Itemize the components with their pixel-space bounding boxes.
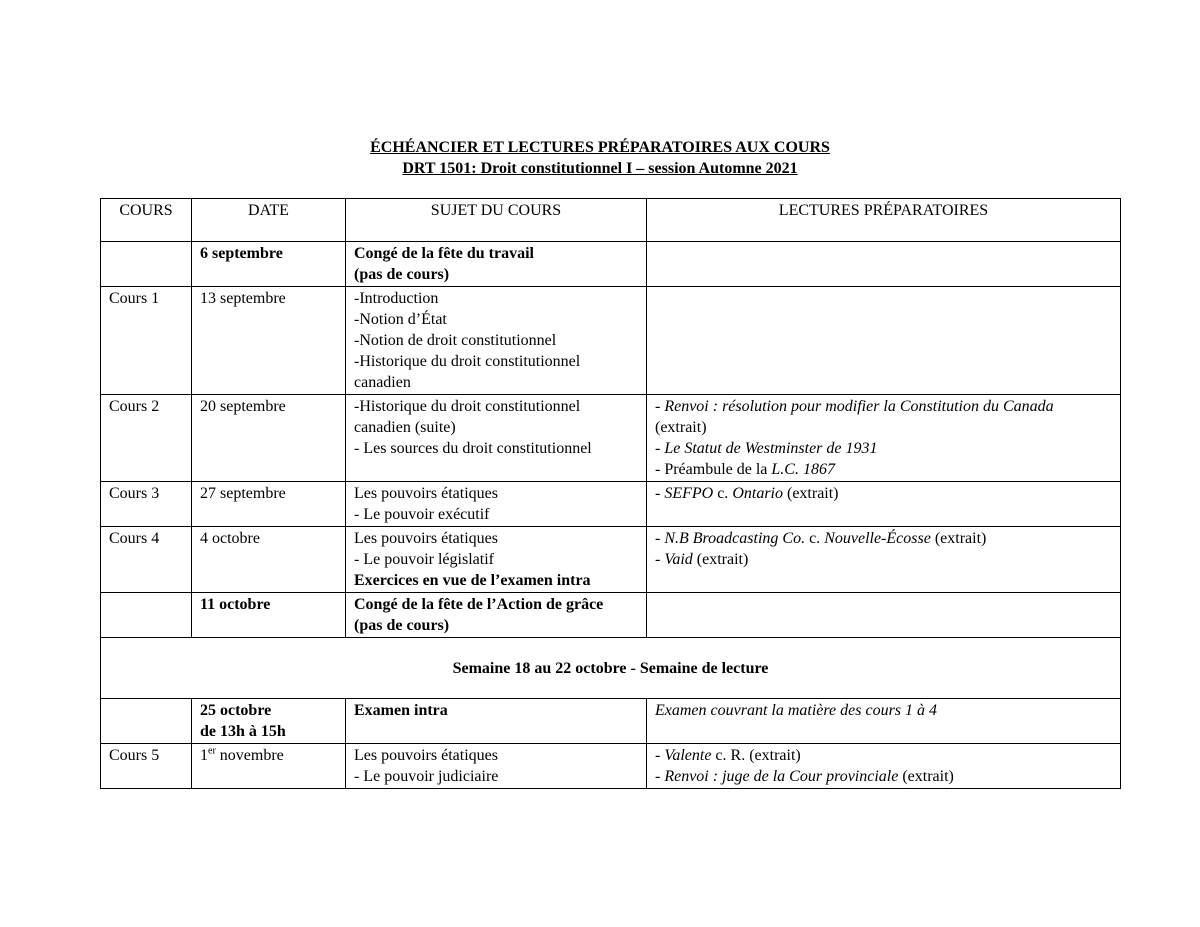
header-sujet: SUJET DU COURS (346, 199, 647, 242)
table-row (101, 242, 1121, 287)
sujet-line: Les pouvoirs étatiques (354, 485, 498, 502)
cell-lectures (647, 395, 1121, 482)
cell-sujet (346, 482, 647, 527)
sujet-line: -Historique du droit constitutionnel (354, 353, 581, 370)
schedule-table (100, 198, 1121, 789)
reading-item: - SEFPO c. Ontario (extrait) (655, 485, 839, 502)
cell-sujet (346, 593, 647, 638)
cell-date: 27 septembre (192, 482, 346, 527)
table-row (101, 482, 1121, 527)
header-cours: COURS (101, 199, 192, 242)
reading-item-cont: (extrait) (655, 419, 707, 436)
document-subtitle: DRT 1501: Droit constitutionnel I – session Automne 2021 (402, 160, 798, 177)
sujet-line: Les pouvoirs étatiques (354, 530, 498, 547)
reading-item: - Valente c. R. (extrait) (655, 747, 801, 764)
sujet-line: (pas de cours) (354, 617, 450, 634)
table-row (101, 699, 1121, 744)
cell-cours: Cours 2 (101, 395, 192, 482)
cell-cours (101, 699, 192, 744)
date-line: 25 octobre (200, 702, 272, 719)
sujet-line: -Notion d’État (354, 311, 447, 328)
sujet-line: -Historique du droit constitutionnel (354, 398, 581, 415)
cell-lectures (647, 593, 1121, 638)
cell-lectures (647, 242, 1121, 287)
sujet-line: canadien (suite) (354, 419, 456, 436)
sujet-line: - Le pouvoir exécutif (354, 506, 490, 523)
table-row (101, 593, 1121, 638)
cell-lectures (647, 527, 1121, 593)
reading-item: - N.B Broadcasting Co. c. Nouvelle-Écosse (extrait) (655, 530, 987, 547)
date-line: de 13h à 15h (200, 723, 286, 740)
document-header (0, 137, 1200, 179)
table-row (101, 527, 1121, 593)
reading-item: - Renvoi : juge de la Cour provinciale (extrait) (655, 768, 954, 785)
cell-sujet (346, 395, 647, 482)
sujet-line: (pas de cours) (354, 266, 450, 283)
sujet-line: - Les sources du droit constitutionnel (354, 440, 592, 457)
reading-item: - Préambule de la L.C. 1867 (655, 461, 835, 478)
sujet-line: - Le pouvoir judiciaire (354, 768, 499, 785)
sujet-line: - Le pouvoir législatif (354, 551, 494, 568)
sujet-line: -Introduction (354, 290, 439, 307)
cell-date: 6 septembre (192, 242, 346, 287)
header-date: DATE (192, 199, 346, 242)
cell-sujet (346, 242, 647, 287)
cell-lectures: Examen couvrant la matière des cours 1 à 4 (647, 699, 1121, 744)
cell-date: 4 octobre (192, 527, 346, 593)
sujet-line: Les pouvoirs étatiques (354, 747, 498, 764)
cell-sujet (346, 287, 647, 395)
table-row-reading-week (101, 638, 1121, 699)
cell-lectures (647, 744, 1121, 789)
header-lectures: LECTURES PRÉPARATOIRES (647, 199, 1121, 242)
cell-lectures (647, 482, 1121, 527)
reading-week-cell: Semaine 18 au 22 octobre - Semaine de lecture (101, 638, 1121, 699)
cell-date (192, 699, 346, 744)
reading-item: - Renvoi : résolution pour modifier la Constitution du Canada (655, 398, 1054, 415)
table-row (101, 395, 1121, 482)
cell-lectures (647, 287, 1121, 395)
cell-date: 1er novembre (192, 744, 346, 789)
sujet-line: -Notion de droit constitutionnel (354, 332, 557, 349)
cell-cours: Cours 5 (101, 744, 192, 789)
cell-cours: Cours 3 (101, 482, 192, 527)
cell-sujet (346, 744, 647, 789)
cell-cours (101, 242, 192, 287)
cell-cours (101, 593, 192, 638)
sujet-line-bold: Exercices en vue de l’examen intra (354, 572, 591, 589)
cell-date: 13 septembre (192, 287, 346, 395)
table-header-row (101, 199, 1121, 242)
reading-item: - Vaid (extrait) (655, 551, 749, 568)
cell-cours: Cours 4 (101, 527, 192, 593)
sujet-line: Congé de la fête du travail (354, 245, 534, 262)
sujet-line: canadien (354, 374, 411, 391)
reading-item: - Le Statut de Westminster de 1931 (655, 440, 878, 457)
cell-sujet (346, 527, 647, 593)
cell-cours: Cours 1 (101, 287, 192, 395)
table-row (101, 287, 1121, 395)
table-row (101, 744, 1121, 789)
cell-sujet: Examen intra (346, 699, 647, 744)
cell-date: 11 octobre (192, 593, 346, 638)
sujet-line: Congé de la fête de l’Action de grâce (354, 596, 604, 613)
document-title: ÉCHÉANCIER ET LECTURES PRÉPARATOIRES AUX COURS (370, 139, 830, 156)
cell-date: 20 septembre (192, 395, 346, 482)
